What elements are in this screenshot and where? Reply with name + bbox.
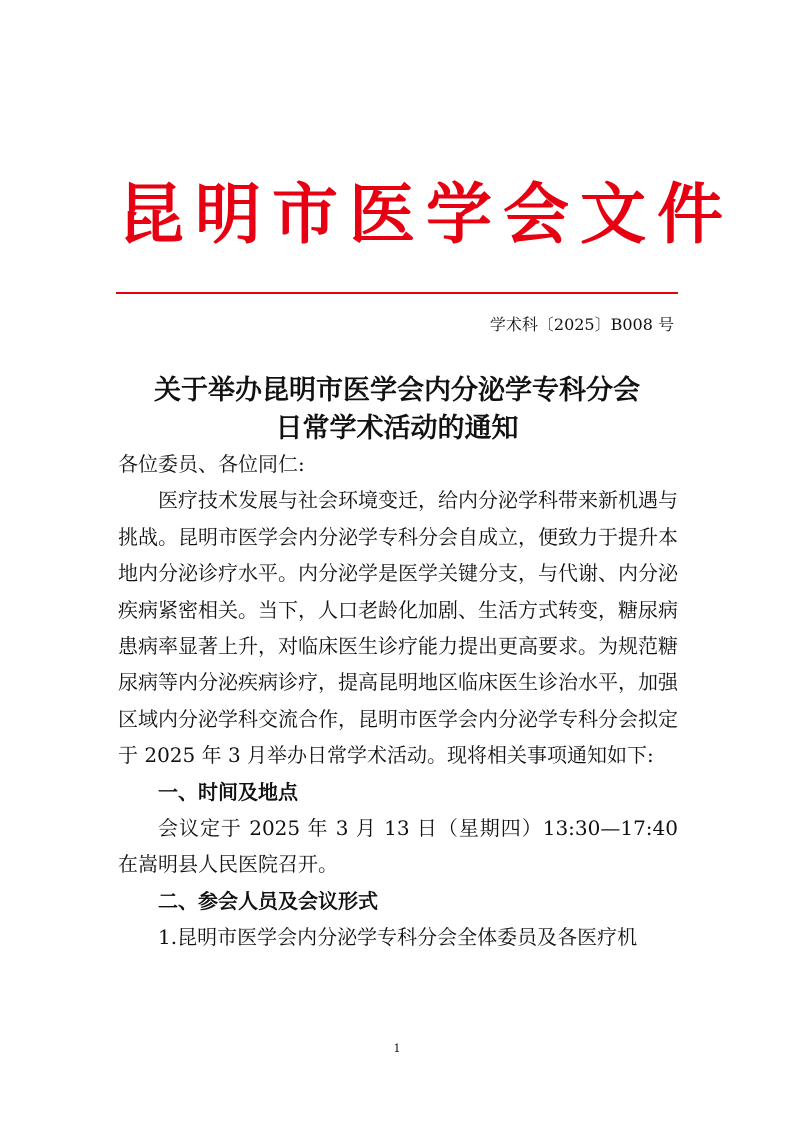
section-heading-time-location: 一、时间及地点	[158, 779, 298, 804]
intro-paragraph: 医疗技术发展与社会环境变迁，给内分泌学科带来新机遇与挑战。昆明市医学会内分泌学专科分会自成立，便致力于提升本地内分泌诊疗水平。内分泌学是医学关键分支，与代谢、内分泌疾病紧密相关。当下，人口老龄化加剧、生活方式转变，糖尿病患病率显著上升，对临床医生诊疗能力提出更高要求。为规范糖尿病等内分泌疾病诊疗，提高昆明地区临床医生诊治水平，加强区域内分泌学科交流合作，昆明市医学会内分泌学专科分会拟定于 2025 年 3 月举办日常学术活动。现将相关事项通知如下:	[118, 488, 678, 768]
participants-paragraph: 1.昆明市医学会内分泌学专科分会全体委员及各医疗机	[158, 925, 638, 950]
red-divider	[116, 292, 678, 294]
salutation: 各位委员、各位同仁:	[118, 452, 305, 476]
document-number: 学术科〔2025〕B008 号	[489, 315, 674, 334]
time-location-paragraph: 会议定于 2025 年 3 月 13 日（星期四）13:30—17:40 在嵩明县人民医院召开。	[118, 816, 678, 877]
notice-title-line1: 关于举办昆明市医学会内分泌学专科分会	[154, 375, 640, 406]
section-heading-participants: 二、参会人员及会议形式	[158, 888, 378, 913]
notice-title-line2: 日常学术活动的通知	[275, 413, 519, 444]
masthead-title: 昆明市医学会文件	[118, 175, 734, 253]
notice-body	[118, 446, 678, 956]
page-number: 1	[393, 1042, 401, 1055]
